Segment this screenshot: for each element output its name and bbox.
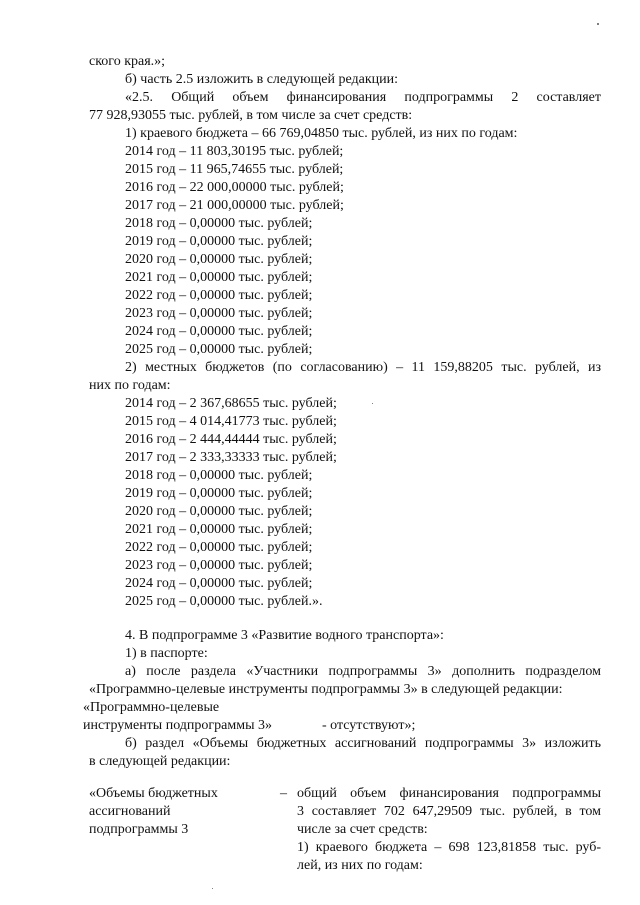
year-line: 2025 год – 0,00000 тыс. рублей.». <box>125 594 323 609</box>
year-line: 2020 год – 0,00000 тыс. рублей; <box>125 504 313 519</box>
year-line: 2024 год – 0,00000 тыс. рублей; <box>125 324 313 339</box>
text-line: них по годам: <box>89 378 171 393</box>
text-line: 77 928,93055 тыс. рублей, в том числе за счет средств: <box>89 108 413 123</box>
table-label-line: «Объемы бюджетных <box>89 786 218 801</box>
scan-speck <box>212 888 213 889</box>
year-line: 2015 год – 4 014,41773 тыс. рублей; <box>125 414 337 429</box>
scan-speck <box>597 23 599 25</box>
table-label-line: ассигнований <box>89 804 171 819</box>
year-line: 2016 год – 22 000,00000 тыс. рублей; <box>125 180 344 195</box>
year-line: 2014 год – 2 367,68655 тыс. рублей; <box>125 396 337 411</box>
year-line: 2023 год – 0,00000 тыс. рублей; <box>125 558 313 573</box>
year-line: 2022 год – 0,00000 тыс. рублей; <box>125 540 313 555</box>
table-label-line: подпрограммы 3 <box>89 822 189 837</box>
table-value-line: лей, из них по годам: <box>297 858 423 873</box>
year-line: 2019 год – 0,00000 тыс. рублей; <box>125 486 313 501</box>
year-line: 2021 год – 0,00000 тыс. рублей; <box>125 522 313 537</box>
text-line: 2) местных бюджетов (по согласованию) – 11 159,88205 тыс. рублей, из <box>125 360 601 375</box>
year-line: 2023 год – 0,00000 тыс. рублей; <box>125 306 313 321</box>
text-line: 1) краевого бюджета – 66 769,04850 тыс. рублей, из них по годам: <box>125 126 518 141</box>
text-line: в следующей редакции: <box>89 754 231 769</box>
year-line: 2017 год – 2 333,33333 тыс. рублей; <box>125 450 337 465</box>
text-line: б) раздел «Объемы бюджетных ассигнований подпрограммы 3» изложить <box>125 736 601 751</box>
section-heading: 4. В подпрограмме 3 «Развитие водного транспорта»: <box>125 628 444 643</box>
table-value-line: числе за счет средств: <box>297 822 428 837</box>
year-line: 2019 год – 0,00000 тыс. рублей; <box>125 234 313 249</box>
table-dash: – <box>280 786 287 801</box>
year-line: 2018 год – 0,00000 тыс. рублей; <box>125 216 313 231</box>
text-line: 1) в паспорте: <box>125 646 208 661</box>
text-line: «2.5. Общий объем финансирования подпрограммы 2 составляет <box>125 90 601 105</box>
year-line: 2024 год – 0,00000 тыс. рублей; <box>125 576 313 591</box>
year-line: 2018 год – 0,00000 тыс. рублей; <box>125 468 313 483</box>
text-line: - отсутствуют»; <box>322 718 416 733</box>
year-line: 2014 год – 11 803,30195 тыс. рублей; <box>125 144 344 159</box>
table-value-line: общий объем финансирования подпрограммы <box>297 786 601 801</box>
year-line: 2017 год – 21 000,00000 тыс. рублей; <box>125 198 344 213</box>
text-line: б) часть 2.5 изложить в следующей редакции: <box>125 72 399 87</box>
year-line: 2021 год – 0,00000 тыс. рублей; <box>125 270 313 285</box>
table-value-line: 1) краевого бюджета – 698 123,81858 тыс. руб- <box>297 840 601 855</box>
text-line: инструменты подпрограммы 3» <box>83 718 272 733</box>
text-line: «Программно-целевые инструменты подпрограммы 3» в следующей редакции: <box>89 682 563 697</box>
year-line: 2022 год – 0,00000 тыс. рублей; <box>125 288 313 303</box>
year-line: 2015 год – 11 965,74655 тыс. рублей; <box>125 162 344 177</box>
year-line: 2025 год – 0,00000 тыс. рублей; <box>125 342 313 357</box>
scan-speck <box>372 403 373 404</box>
text-line: а) после раздела «Участники подпрограммы 3» дополнить подразделом <box>125 664 601 679</box>
table-value-line: 3 составляет 702 647,29509 тыс. рублей, в том <box>297 804 601 819</box>
text-line: «Программно-целевые <box>83 700 220 715</box>
text-line: ского края.»; <box>89 54 166 69</box>
year-line: 2020 год – 0,00000 тыс. рублей; <box>125 252 313 267</box>
year-line: 2016 год – 2 444,44444 тыс. рублей; <box>125 432 337 447</box>
